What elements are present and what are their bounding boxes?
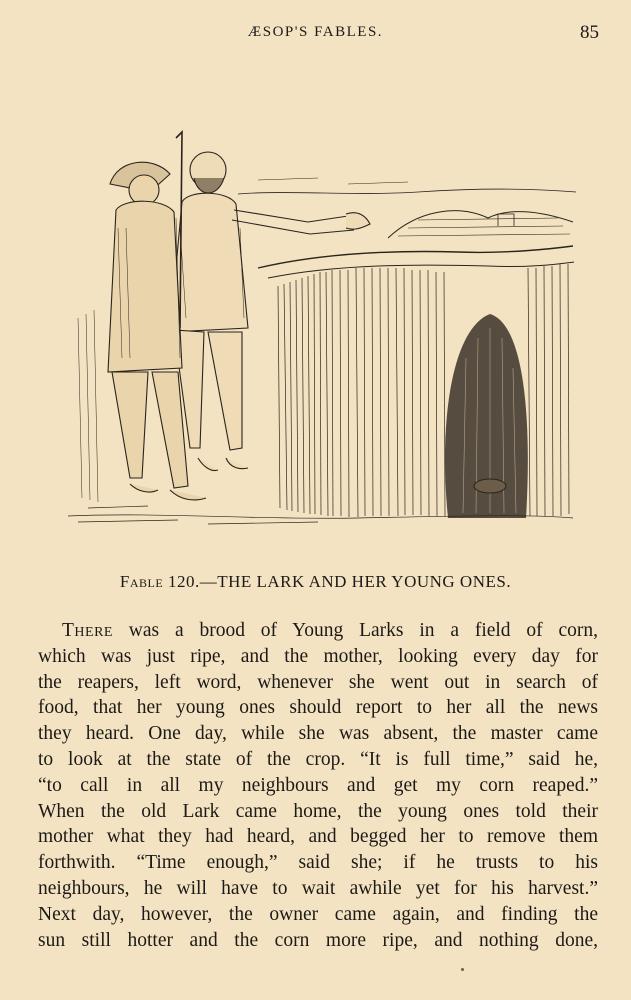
text-line: Next day, however, the owner came again, and finding the bbox=[38, 903, 598, 925]
engraving-illustration bbox=[58, 118, 578, 530]
fable-number-title: 120.—THE LARK AND HER YOUNG ONES. bbox=[163, 572, 512, 591]
text-line: mother what they had heard, and begged her to remove them bbox=[38, 826, 598, 848]
running-head bbox=[0, 22, 631, 46]
lead-word: There bbox=[62, 620, 113, 641]
text-line: which was just ripe, and the mother, looking every day for bbox=[38, 645, 598, 667]
text-line: they heard. One day, while she was absent, the master came bbox=[38, 723, 598, 745]
text-line: “to call in all my neighbours and get my corn reaped.” bbox=[38, 774, 598, 796]
text-line: the reapers, left word, whenever she went out in search of bbox=[38, 671, 598, 693]
fable-heading bbox=[0, 572, 631, 592]
fable-label: Fable bbox=[119, 572, 164, 591]
print-speck bbox=[461, 968, 464, 971]
text-line: food, that her young ones should report to her all the news bbox=[38, 697, 598, 719]
text-line: to look at the state of the crop. “It is full time,” said he, bbox=[38, 748, 598, 770]
running-title: ÆSOP'S FABLES. bbox=[247, 24, 384, 40]
text-line: sun still hotter and the corn more ripe, and nothing done, bbox=[38, 929, 598, 951]
text-line: When the old Lark came home, the young ones told their bbox=[38, 800, 598, 822]
text-line: neighbours, he will have to wait awhile yet for his harvest.” bbox=[38, 877, 598, 899]
text-line: forthwith. “Time enough,” said she; if he trusts to his bbox=[38, 852, 598, 874]
text-line bbox=[38, 618, 598, 644]
page-number: 85 bbox=[580, 22, 599, 43]
fable-body bbox=[38, 618, 598, 953]
first-line-rest: was a brood of Young Larks in a field of corn, bbox=[112, 620, 598, 641]
engraving-svg bbox=[58, 118, 578, 530]
